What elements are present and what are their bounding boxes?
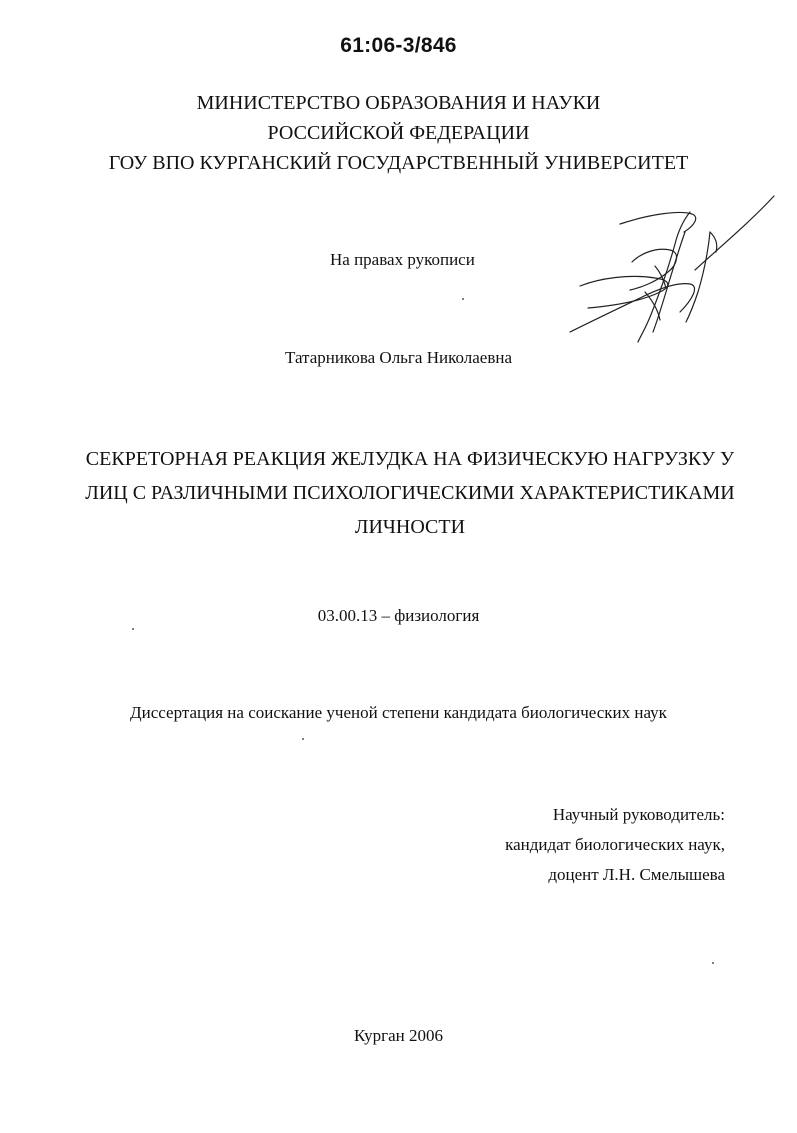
title-line-3: ЛИЧНОСТИ (354, 516, 466, 538)
manuscript-rights-note: На правах рукописи (330, 250, 475, 269)
scan-speck (462, 298, 464, 300)
specialty-code: 03.00.13 – физиология (317, 606, 480, 625)
scan-speck (712, 962, 714, 964)
institution-line-1: МИНИСТЕРСТВО ОБРАЗОВАНИЯ И НАУКИ (196, 92, 601, 114)
institution-line-2: РОССИЙСКОЙ ФЕДЕРАЦИИ (267, 122, 530, 144)
institution-line-3: ГОУ ВПО КУРГАНСКИЙ ГОСУДАРСТВЕННЫЙ УНИВЕРСИТЕТ (108, 152, 689, 174)
archive-code: 61:06-3/846 (340, 34, 457, 57)
title-line-2: ЛИЦ С РАЗЛИЧНЫМИ ПСИХОЛОГИЧЕСКИМИ ХАРАКТЕРИСТИКАМИ (85, 482, 735, 504)
institution-header (0, 88, 797, 178)
scientific-advisor-block (505, 800, 725, 890)
title-line-1: СЕКРЕТОРНАЯ РЕАКЦИЯ ЖЕЛУДКА НА ФИЗИЧЕСКУЮ НАГРУЗКУ У (85, 448, 735, 470)
advisor-role: Научный руководитель: (552, 805, 725, 824)
advisor-degree: кандидат биологических наук, (505, 835, 725, 854)
author-name: Татарникова Ольга Николаевна (284, 348, 512, 367)
city-year: Курган 2006 (354, 1026, 443, 1045)
scan-speck (302, 738, 304, 740)
handwritten-signature (560, 192, 780, 352)
dissertation-title (80, 442, 740, 544)
dissertation-degree-statement: Диссертация на соискание ученой степени кандидата биологических наук (130, 703, 667, 722)
advisor-name: доцент Л.Н. Смелышева (548, 865, 725, 884)
scan-speck (132, 628, 134, 630)
